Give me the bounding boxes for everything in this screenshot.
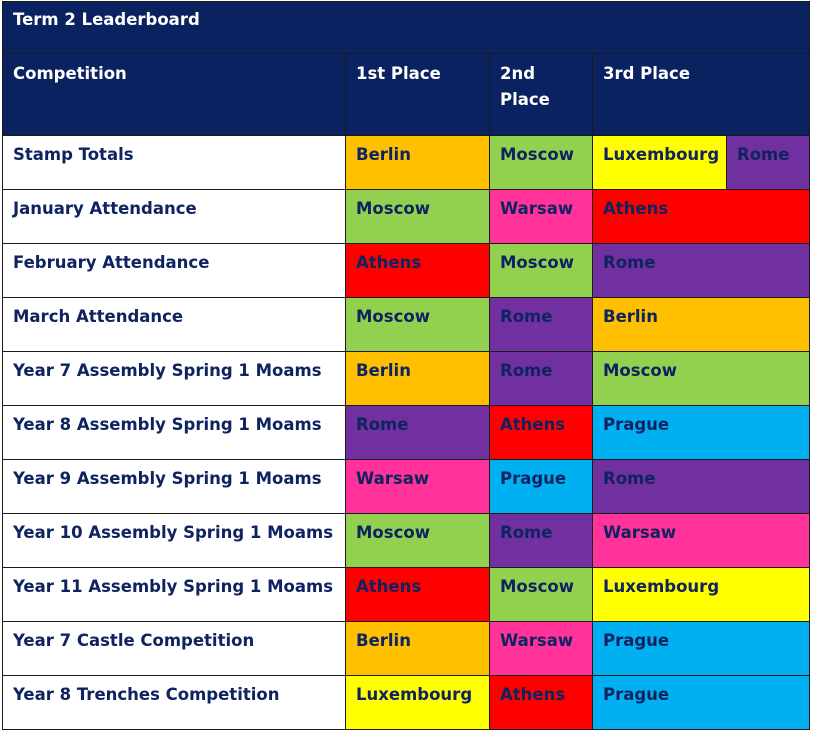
second-place-cell: Prague [490, 460, 593, 514]
title-row [3, 2, 810, 54]
first-place-cell: Moscow [346, 514, 490, 568]
table-row [3, 406, 810, 460]
competition-cell: Year 9 Assembly Spring 1 Moams [3, 460, 346, 514]
table-row [3, 352, 810, 406]
second-place-cell: Rome [490, 514, 593, 568]
leaderboard-table [2, 1, 810, 730]
header-1st-place: 1st Place [346, 54, 490, 136]
competition-cell: January Attendance [3, 190, 346, 244]
competition-cell: March Attendance [3, 298, 346, 352]
table-row [3, 244, 810, 298]
third-place-cell: Rome [727, 136, 810, 190]
third-place-cell: Moscow [593, 352, 810, 406]
first-place-cell: Berlin [346, 136, 490, 190]
third-place-cell: Athens [593, 190, 810, 244]
third-place-cell: Warsaw [593, 514, 810, 568]
header-row [3, 54, 810, 136]
third-place-cell: Rome [593, 460, 810, 514]
table-row [3, 568, 810, 622]
second-place-cell: Rome [490, 298, 593, 352]
third-place-cell: Prague [593, 622, 810, 676]
second-place-cell: Athens [490, 406, 593, 460]
first-place-cell: Rome [346, 406, 490, 460]
first-place-cell: Berlin [346, 622, 490, 676]
third-place-cell: Prague [593, 406, 810, 460]
competition-cell: Stamp Totals [3, 136, 346, 190]
first-place-cell: Moscow [346, 298, 490, 352]
second-place-cell: Rome [490, 352, 593, 406]
table-row [3, 622, 810, 676]
table-row [3, 190, 810, 244]
leaderboard-title: Term 2 Leaderboard [3, 2, 810, 54]
first-place-cell: Warsaw [346, 460, 490, 514]
competition-cell: Year 7 Castle Competition [3, 622, 346, 676]
third-place-cell: Prague [593, 676, 810, 730]
header-competition: Competition [3, 54, 346, 136]
table-row [3, 460, 810, 514]
competition-cell: Year 8 Trenches Competition [3, 676, 346, 730]
first-place-cell: Athens [346, 244, 490, 298]
first-place-cell: Moscow [346, 190, 490, 244]
second-place-cell: Moscow [490, 244, 593, 298]
first-place-cell: Athens [346, 568, 490, 622]
competition-cell: Year 11 Assembly Spring 1 Moams [3, 568, 346, 622]
third-place-cell: Luxembourg [593, 568, 810, 622]
first-place-cell: Luxembourg [346, 676, 490, 730]
second-place-cell: Warsaw [490, 190, 593, 244]
second-place-cell: Moscow [490, 568, 593, 622]
table-row [3, 298, 810, 352]
competition-cell: Year 8 Assembly Spring 1 Moams [3, 406, 346, 460]
first-place-cell: Berlin [346, 352, 490, 406]
second-place-cell: Moscow [490, 136, 593, 190]
second-place-cell: Warsaw [490, 622, 593, 676]
competition-cell: Year 10 Assembly Spring 1 Moams [3, 514, 346, 568]
table-row [3, 514, 810, 568]
table-row [3, 136, 810, 190]
third-place-cell: Luxembourg [593, 136, 727, 190]
third-place-cell: Rome [593, 244, 810, 298]
header-2nd-place: 2nd Place [490, 54, 593, 136]
table-row [3, 676, 810, 730]
second-place-cell: Athens [490, 676, 593, 730]
third-place-cell: Berlin [593, 298, 810, 352]
competition-cell: Year 7 Assembly Spring 1 Moams [3, 352, 346, 406]
competition-cell: February Attendance [3, 244, 346, 298]
header-3rd-place: 3rd Place [593, 54, 810, 136]
